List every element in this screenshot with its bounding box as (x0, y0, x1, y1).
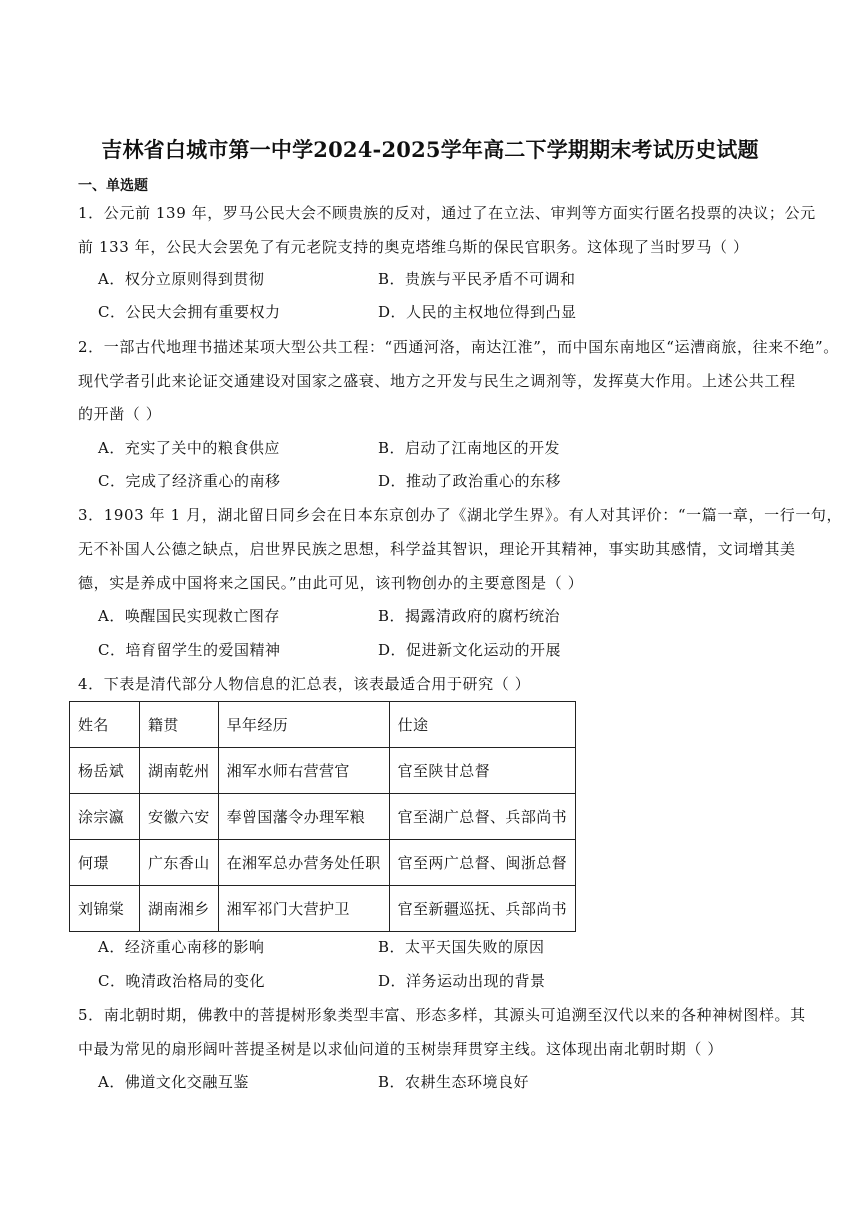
q3-stem-line: 无不补国人公德之缺点，启世界民族之思想，科学益其智识，理论开其精神，事实助其感情，文词增其美 (78, 540, 796, 558)
q2-stem-line: 2．一部古代地理书描述某项大型公共工程：“西通河洛，南达江淮”，而中国东南地区“运漕商旅，往来不绝”。 (78, 338, 839, 356)
q1-option-b: B．贵族与平民矛盾不可调和 (378, 270, 576, 288)
exam-title: 吉林省白城市第一中学2024-2025学年高二下学期期末考试历史试题 (101, 137, 759, 162)
table-cell: 涂宗瀛 (70, 794, 140, 840)
q5-stem-line: 5．南北朝时期，佛教中的菩提树形象类型丰富、形态多样，其源头可追溯至汉代以来的各种神树图样。其 (78, 1006, 806, 1024)
table-cell: 安徽六安 (140, 794, 219, 840)
table-cell: 广东香山 (140, 840, 219, 886)
figures-info-table (69, 701, 576, 932)
q3-option-a: A．唤醒国民实现救亡图存 (98, 607, 280, 625)
table-cell: 湘军祁门大营护卫 (218, 886, 389, 932)
table-cell: 湖南湘乡 (140, 886, 219, 932)
table-cell: 何璟 (70, 840, 140, 886)
table-cell: 官至新疆巡抚、兵部尚书 (389, 886, 575, 932)
q2-option-a: A．充实了关中的粮食供应 (98, 439, 280, 457)
q5-option-a: A．佛道文化交融互鉴 (98, 1073, 249, 1091)
q2-option-c: C．完成了经济重心的南移 (98, 472, 281, 490)
q2-option-b: B．启动了江南地区的开发 (378, 439, 561, 457)
table-row (70, 886, 576, 932)
q5-option-b: B．农耕生态环境良好 (378, 1073, 530, 1091)
q1-option-c: C．公民大会拥有重要权力 (98, 303, 281, 321)
table-row (70, 794, 576, 840)
table-cell: 杨岳斌 (70, 748, 140, 794)
q3-stem-line: 3．1903 年 1 月，湖北留日同乡会在日本东京创办了《湖北学生界》。有人对其评价：“一篇一章，一行一句， (78, 506, 843, 524)
q1-stem-line: 前 133 年，公民大会罢免了有元老院支持的奥克塔维乌斯的保民官职务。这体现了当时罗马（ ） (78, 238, 749, 256)
q1-option-a: A．权分立原则得到贯彻 (98, 270, 265, 288)
table-row (70, 748, 576, 794)
q3-option-c: C．培育留学生的爱国精神 (98, 641, 281, 659)
table-cell: 湘军水师右营营官 (218, 748, 389, 794)
q4-option-b: B．太平天国失败的原因 (378, 938, 545, 956)
q4-option-d: D．洋务运动出现的背景 (378, 972, 546, 990)
q1-stem-line: 1．公元前 139 年，罗马公民大会不顾贵族的反对，通过了在立法、审判等方面实行匿名投票的决议；公元 (78, 204, 816, 222)
table-header-cell: 籍贯 (140, 702, 219, 748)
q2-stem-line: 的开凿（ ） (78, 405, 162, 423)
table-cell: 官至湖广总督、兵部尚书 (389, 794, 575, 840)
table-cell: 官至两广总督、闽浙总督 (389, 840, 575, 886)
q2-stem-line: 现代学者引此来论证交通建设对国家之盛衰、地方之开发与民生之调剂等，发挥莫大作用。上述公共工程 (78, 372, 796, 390)
q4-option-c: C．晚清政治格局的变化 (98, 972, 265, 990)
table-row (70, 840, 576, 886)
table-cell: 奉曾国藩令办理军粮 (218, 794, 389, 840)
table-header-row (70, 702, 576, 748)
q1-option-d: D．人民的主权地位得到凸显 (378, 303, 577, 321)
q3-option-d: D．促进新文化运动的开展 (378, 641, 562, 659)
q4-stem-line: 4．下表是清代部分人物信息的汇总表，该表最适合用于研究（ ） (78, 675, 531, 693)
section-heading: 一、单选题 (78, 178, 148, 194)
q5-stem-line: 中最为常见的扇形阔叶菩提圣树是以求仙问道的玉树崇拜贯穿主线。这体现出南北朝时期（ ） (78, 1040, 723, 1058)
table-header-cell: 姓名 (70, 702, 140, 748)
table-cell: 在湘军总办营务处任职 (218, 840, 389, 886)
q4-option-a: A．经济重心南移的影响 (98, 938, 265, 956)
table-cell: 刘锦棠 (70, 886, 140, 932)
table-cell: 官至陕甘总督 (389, 748, 575, 794)
q3-option-b: B．揭露清政府的腐朽统治 (378, 607, 561, 625)
q2-option-d: D．推动了政治重心的东移 (378, 472, 562, 490)
table-header-cell: 仕途 (389, 702, 575, 748)
q3-stem-line: 德，实是养成中国将来之国民。”由此可见，该刊物创办的主要意图是（ ） (78, 574, 584, 592)
table-header-cell: 早年经历 (218, 702, 389, 748)
table-cell: 湖南乾州 (140, 748, 219, 794)
